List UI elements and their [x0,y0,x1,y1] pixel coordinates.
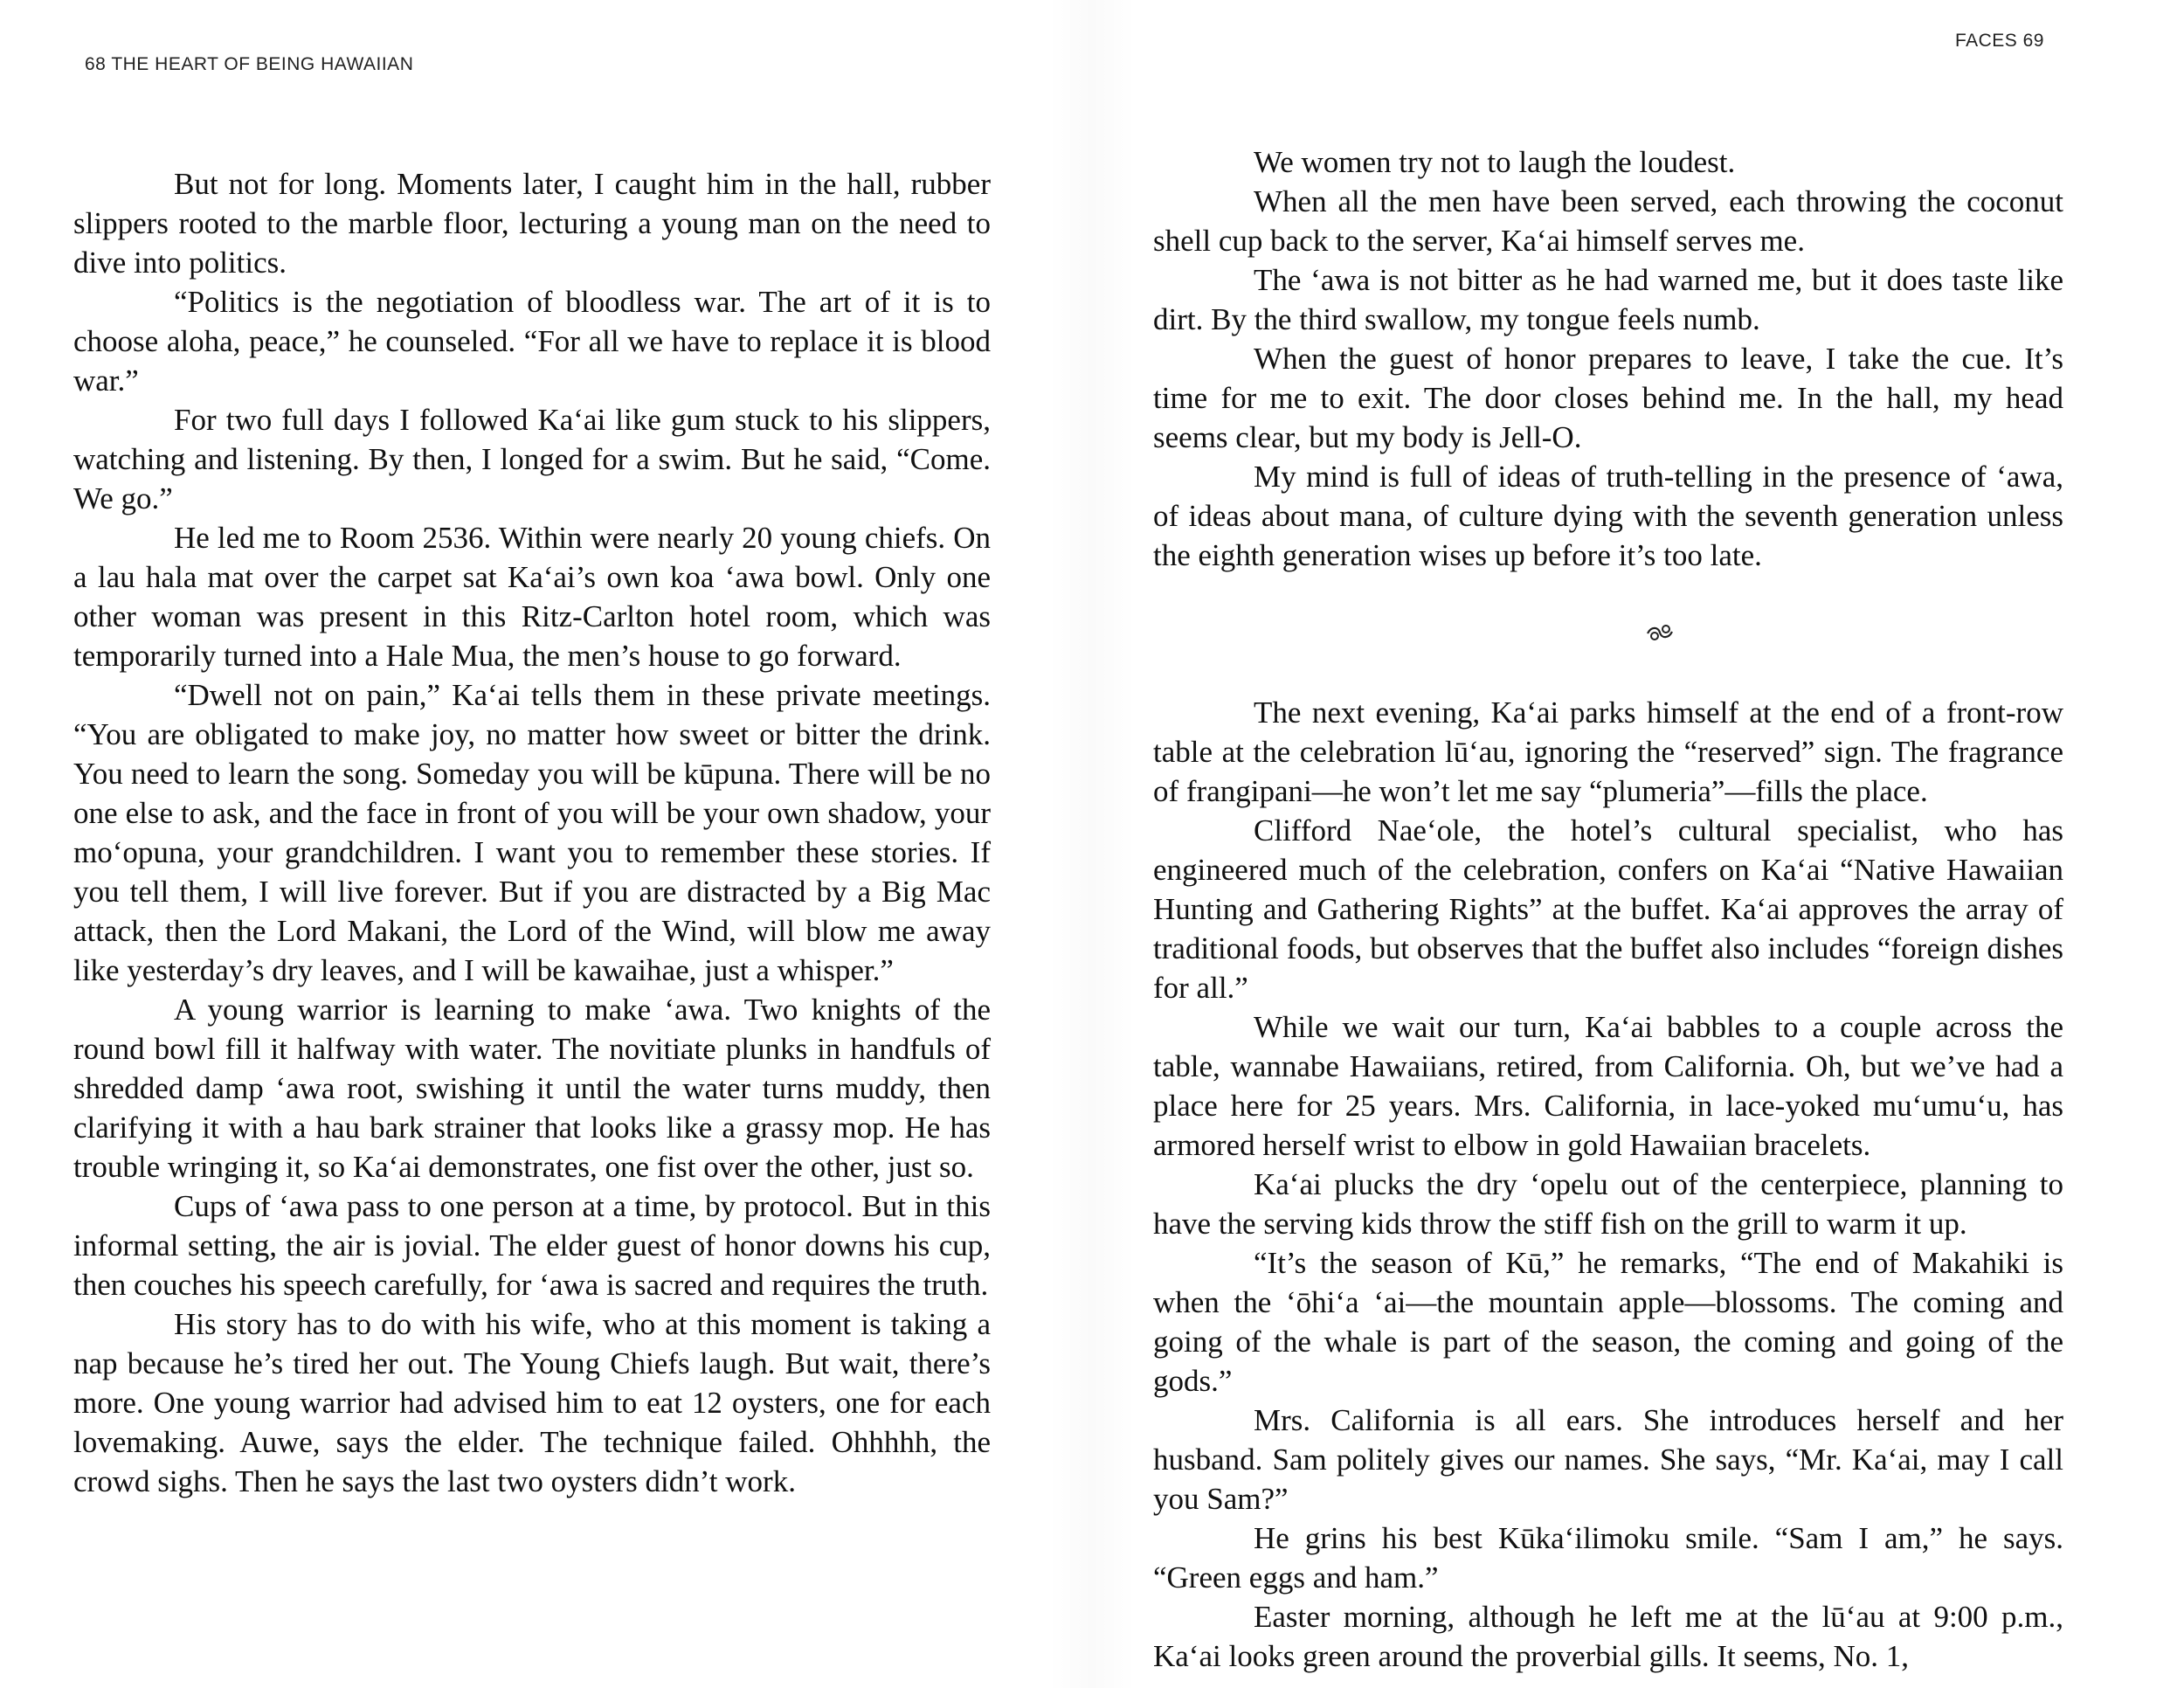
right-paragraph-1: We women try not to laugh the loudest. [1254,145,1736,179]
left-running-head: 68 THE HEART OF BEING HAWAIIAN [85,54,414,74]
left-paragraph-7: Cups of ‘awa pass to one person at a time, by protocol. But in this informal setting, the air is jovial. The elder guest of honor downs his cup, then couches his speech carefully, for ‘awa is sacred and requires the truth. [73,1189,991,1302]
right-paragraph-8: While we wait our turn, Ka‘ai babbles to a couple across the table, wannabe Hawaiians, retired, from California. Oh, but we’ve had a place here for 25 years. Mrs. California, in lace-yoked mu‘umu‘u, has armored herself wrist to elbow in gold Hawaiian bracelets. [1153,1010,2063,1162]
left-paragraph-1: But not for long. Moments later, I caught him in the hall, rubber slippers rooted to the marble floor, lecturing a young man on the need to dive into politics. [73,167,991,280]
left-page-body [73,164,991,1501]
left-paragraph-8: His story has to do with his wife, who at this moment is taking a nap because he’s tired her out. The Young Chiefs laugh. But wait, there’s more. One young warrior had advised him to eat 12 oysters, one for each lovemaking. Auwe, says the elder. The technique failed. Ohhhhh, the crowd sighs. Then he says the last two oysters didn’t work. [73,1307,991,1498]
right-paragraph-2: When all the men have been served, each throwing the coconut shell cup back to the server, Ka‘ai himself serves me. [1153,184,2063,258]
right-paragraph-5: My mind is full of ideas of truth-telling in the presence of ‘awa, of ideas about mana, of culture dying with the seventh generation unless the eighth generation wises up before it’s too late. [1153,460,2063,572]
right-paragraph-3: The ‘awa is not bitter as he had warned me, but it does taste like dirt. By the third swallow, my tongue feels numb. [1153,263,2063,336]
right-page-body [1153,142,2063,1676]
right-paragraph-10: “It’s the season of Kū,” he remarks, “The end of Makahiki is when the ‘ōhi‘a ‘ai—the mountain apple—blossoms. The coming and going of the whale is part of the season, the coming and going of the gods.” [1153,1246,2063,1398]
right-running-head: FACES 69 [1954,31,2044,51]
right-paragraph-6: The next evening, Ka‘ai parks himself at the end of a front-row table at the celebration lū‘au, ignoring the “reserved” sign. The fragrance of frangipani—he won’t let me say “plumeria”—fills the place. [1153,695,2063,808]
left-paragraph-3: For two full days I followed Ka‘ai like gum stuck to his slippers, watching and listening. By then, I longed for a swim. But he said, “Come. We go.” [73,403,991,515]
right-paragraph-11: Mrs. California is all ears. She introduces herself and her husband. Sam politely gives our names. She says, “Mr. Ka‘ai, may I call you Sam?” [1153,1403,2063,1516]
section-break [1153,614,2063,654]
right-paragraph-12: He grins his best Kūka‘ilimoku smile. “Sam I am,” he says. “Green eggs and ham.” [1153,1521,2063,1595]
left-paragraph-5: “Dwell not on pain,” Ka‘ai tells them in these private meetings. “You are obligated to make joy, no matter how sweet or bitter the drink. You need to learn the song. Someday you will be kūpuna. There will be no one else to ask, and the face in front of you will be your own shadow, your mo‘opuna, your grandchildren. I want you to remember these stories. If you tell them, I will live forever. But if you are distracted by a Big Mac attack, then the Lord Makani, the Lord of the Wind, will blow me away like yesterday’s dry leaves, and I will be kawaihae, just a whisper.” [73,678,991,987]
fleuron-icon [1642,619,1677,646]
left-paragraph-4: He led me to Room 2536. Within were nearly 20 young chiefs. On a lau hala mat over the carpet sat Ka‘ai’s own koa ‘awa bowl. Only one other woman was present in this Ritz-Carlton hotel room, which was temporarily turned into a Hale Mua, the men’s house to go forward. [73,521,991,673]
left-paragraph-2: “Politics is the negotiation of bloodless war. The art of it is to choose aloha, peace,” he counseled. “For all we have to replace it is blood war.” [73,285,991,398]
right-paragraph-4: When the guest of honor prepares to leave, I take the cue. It’s time for me to exit. The door closes behind me. In the hall, my head seems clear, but my body is Jell-O. [1153,342,2063,454]
right-paragraph-9: Ka‘ai plucks the dry ‘opelu out of the centerpiece, planning to have the serving kids throw the stiff fish on the grill to warm it up. [1153,1167,2063,1241]
left-paragraph-6: A young warrior is learning to make ‘awa. Two knights of the round bowl fill it halfway with water. The novitiate plunks in handfuls of shredded damp ‘awa root, swishing it until the water turns muddy, then clarifying it with a hau bark strainer that looks like a grassy mop. He has trouble wringing it, so Ka‘ai demonstrates, one fist over the other, just so. [73,993,991,1184]
right-paragraph-7: Clifford Nae‘ole, the hotel’s cultural specialist, who has engineered much of the celebration, confers on Ka‘ai “Native Hawaiian Hunting and Gathering Rights” at the buffet. Ka‘ai approves the array of traditional foods, but observes that the buffet also includes “foreign dishes for all.” [1153,813,2063,1005]
right-paragraph-13: Easter morning, although he left me at the lū‘au at 9:00 p.m., Ka‘ai looks green around the proverbial gills. It seems, No. 1, [1153,1600,2063,1673]
right-page [1092,0,2184,1688]
